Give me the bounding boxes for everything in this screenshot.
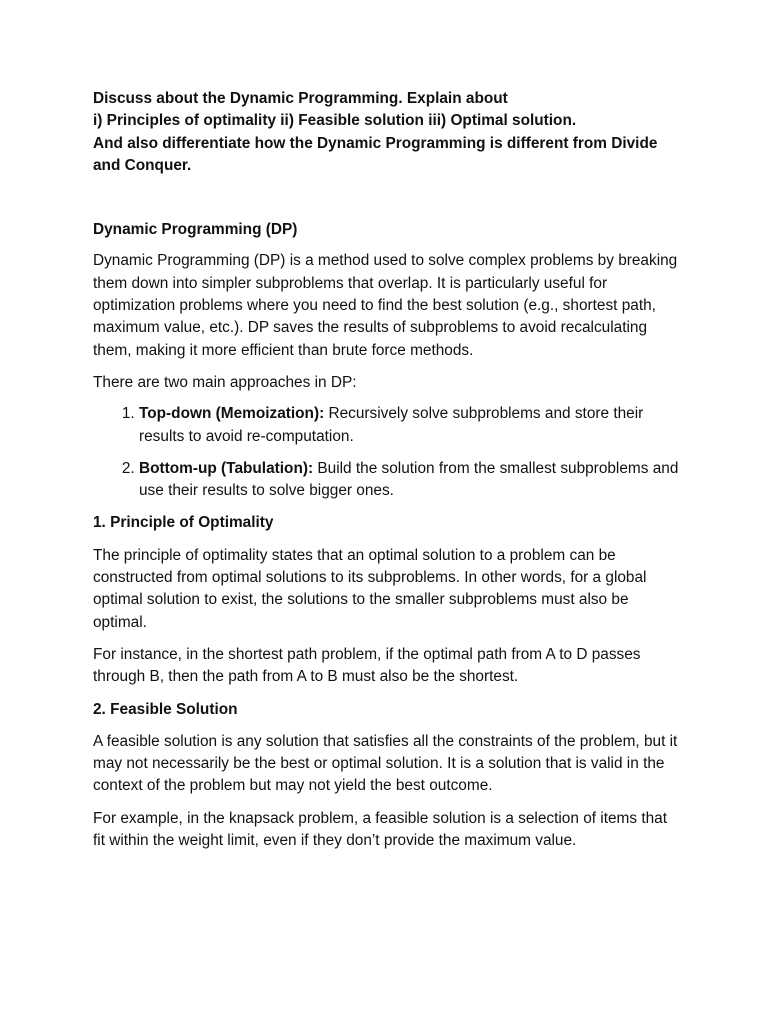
optimality-heading: 1. Principle of Optimality xyxy=(93,514,274,532)
approach-item xyxy=(139,403,683,448)
document-body xyxy=(93,88,683,852)
optimality-paragraph-1: The principle of optimality states that an optimal solution to a problem can be constructed from optimal solutions to its subproblems. In other words, for a global optimal solution to exist, the solutions to the smaller subproblems must also be optimal. xyxy=(93,546,647,631)
feasible-heading: 2. Feasible Solution xyxy=(93,700,238,718)
approaches-list xyxy=(93,403,683,502)
question-line-1: Discuss about the Dynamic Programming. Explain about xyxy=(93,90,508,107)
question-line-3: And also differentiate how the Dynamic Programming is different from Divide and Conquer. xyxy=(93,134,658,174)
approach-term: Bottom-up (Tabulation): xyxy=(139,459,314,477)
approach-term: Top-down (Memoization): xyxy=(139,405,325,423)
approach-item xyxy=(139,458,683,503)
optimality-paragraph-2: For instance, in the shortest path problem, if the optimal path from A to D passes through B, then the path from A to B must also be the shortest. xyxy=(93,645,641,686)
dp-heading: Dynamic Programming (DP) xyxy=(93,221,298,239)
dp-intro-paragraph: Dynamic Programming (DP) is a method used to solve complex problems by breaking them down into simpler subproblems that overlap. It is particularly useful for optimization problems where you need to find the best solution (e.g., shortest path, maximum value, etc.). DP saves the results of subproblems to avoid recalculating them, making it more efficient than brute force methods. xyxy=(93,252,678,359)
approaches-intro: There are two main approaches in DP: xyxy=(93,373,357,391)
feasible-paragraph-2: For example, in the knapsack problem, a feasible solution is a selection of items that fit within the weight limit, even if they don’t provide the maximum value. xyxy=(93,809,668,850)
approach-desc: Recursively solve subproblems and store their results to avoid re-computation. xyxy=(139,405,644,445)
question-line-2: i) Principles of optimality ii) Feasible solution iii) Optimal solution. xyxy=(93,112,577,130)
question-block xyxy=(93,88,683,177)
feasible-paragraph-1: A feasible solution is any solution that satisfies all the constraints of the problem, but it may not necessarily be the best or optimal solution. It is a solution that is valid in the context of the problem but may not yield the best outcome. xyxy=(93,732,678,795)
approach-desc: Build the solution from the smallest subproblems and use their results to solve bigger ones. xyxy=(139,459,679,500)
